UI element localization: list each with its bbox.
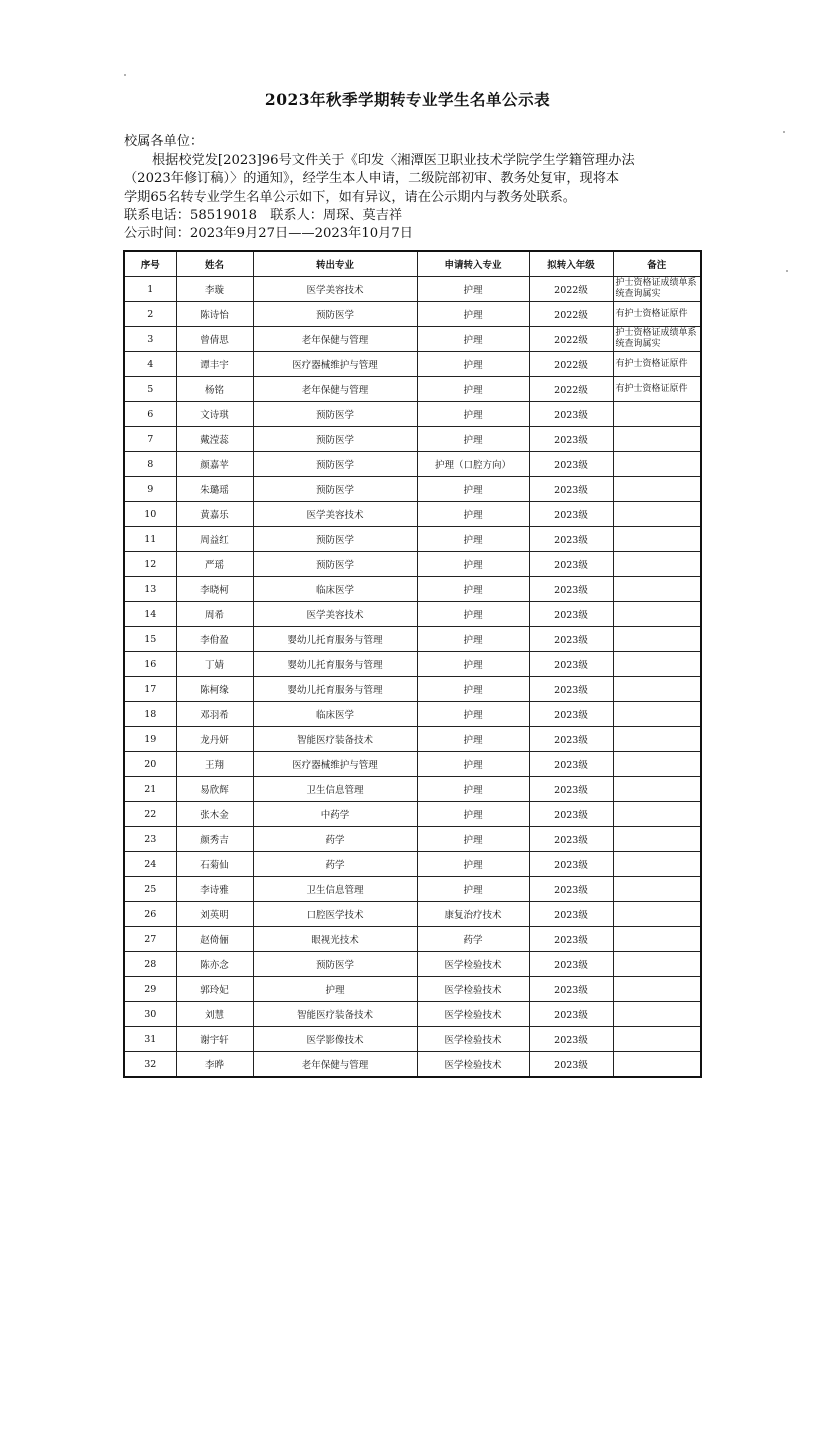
table-row <box>124 752 701 777</box>
table-row <box>124 627 701 652</box>
cell-grade: 2023级 <box>529 702 613 727</box>
cell-grade: 2023级 <box>529 777 613 802</box>
cell-remarks <box>613 902 701 927</box>
cell-remarks <box>613 752 701 777</box>
cell-remarks: 护士资格证成绩单系统查询属实 <box>613 277 701 302</box>
cell-grade: 2023级 <box>529 502 613 527</box>
cell-index: 18 <box>124 702 176 727</box>
cell-name: 黄嘉乐 <box>176 502 253 527</box>
period-line: 公示时间：2023年9月27日——2023年10月7日 <box>124 226 413 241</box>
cell-remarks <box>613 677 701 702</box>
cell-grade: 2023级 <box>529 452 613 477</box>
cell-name: 曾倩思 <box>176 327 253 352</box>
table-row <box>124 877 701 902</box>
cell-remarks <box>613 452 701 477</box>
cell-from-major: 预防医学 <box>253 477 417 502</box>
cell-remarks <box>613 827 701 852</box>
cell-index: 6 <box>124 402 176 427</box>
cell-name: 陈柯缘 <box>176 677 253 702</box>
cell-remarks <box>613 727 701 752</box>
cell-grade: 2023级 <box>529 1027 613 1052</box>
cell-grade: 2023级 <box>529 477 613 502</box>
cell-grade: 2022级 <box>529 352 613 377</box>
cell-from-major: 预防医学 <box>253 952 417 977</box>
cell-grade: 2023级 <box>529 1002 613 1027</box>
cell-grade: 2023级 <box>529 727 613 752</box>
table-row <box>124 1052 701 1078</box>
scan-speck <box>783 131 785 133</box>
cell-index: 32 <box>124 1052 176 1078</box>
cell-to-major: 护理 <box>417 602 529 627</box>
cell-from-major: 药学 <box>253 852 417 877</box>
cell-from-major: 医学美容技术 <box>253 502 417 527</box>
cell-name: 谭丰宇 <box>176 352 253 377</box>
cell-to-major: 医学检验技术 <box>417 1002 529 1027</box>
cell-grade: 2023级 <box>529 977 613 1002</box>
cell-grade: 2022级 <box>529 327 613 352</box>
cell-name: 朱璐瑶 <box>176 477 253 502</box>
cell-to-major: 医学检验技术 <box>417 977 529 1002</box>
cell-index: 23 <box>124 827 176 852</box>
cell-from-major: 婴幼儿托育服务与管理 <box>253 652 417 677</box>
scan-speck <box>124 74 126 76</box>
cell-to-major: 护理（口腔方向） <box>417 452 529 477</box>
cell-to-major: 护理 <box>417 552 529 577</box>
cell-name: 周益红 <box>176 527 253 552</box>
cell-grade: 2023级 <box>529 627 613 652</box>
cell-to-major: 护理 <box>417 402 529 427</box>
cell-to-major: 护理 <box>417 777 529 802</box>
cell-remarks: 有护士资格证原件 <box>613 377 701 402</box>
table-row <box>124 652 701 677</box>
cell-remarks <box>613 577 701 602</box>
cell-grade: 2023级 <box>529 752 613 777</box>
transfer-student-table <box>123 250 702 1078</box>
cell-remarks <box>613 427 701 452</box>
cell-name: 文诗琪 <box>176 402 253 427</box>
table-row <box>124 527 701 552</box>
cell-name: 邓羽希 <box>176 702 253 727</box>
cell-grade: 2023级 <box>529 877 613 902</box>
cell-index: 17 <box>124 677 176 702</box>
cell-name: 李诗雅 <box>176 877 253 902</box>
cell-to-major: 药学 <box>417 927 529 952</box>
cell-name: 李佾盈 <box>176 627 253 652</box>
cell-remarks <box>613 527 701 552</box>
cell-remarks <box>613 402 701 427</box>
cell-index: 25 <box>124 877 176 902</box>
cell-remarks <box>613 1002 701 1027</box>
cell-grade: 2023级 <box>529 827 613 852</box>
cell-to-major: 医学检验技术 <box>417 1027 529 1052</box>
cell-to-major: 护理 <box>417 852 529 877</box>
cell-to-major: 护理 <box>417 702 529 727</box>
cell-name: 赵倚俪 <box>176 927 253 952</box>
cell-remarks <box>613 702 701 727</box>
cell-from-major: 医学美容技术 <box>253 602 417 627</box>
cell-index: 2 <box>124 302 176 327</box>
cell-name: 谢宇轩 <box>176 1027 253 1052</box>
cell-remarks <box>613 602 701 627</box>
cell-remarks <box>613 552 701 577</box>
cell-from-major: 医学美容技术 <box>253 277 417 302</box>
header-to-major: 申请转入专业 <box>417 251 529 277</box>
cell-grade: 2023级 <box>529 427 613 452</box>
cell-grade: 2023级 <box>529 677 613 702</box>
header-from-major: 转出专业 <box>253 251 417 277</box>
cell-grade: 2023级 <box>529 802 613 827</box>
cell-index: 16 <box>124 652 176 677</box>
cell-from-major: 老年保健与管理 <box>253 377 417 402</box>
cell-to-major: 护理 <box>417 302 529 327</box>
cell-index: 28 <box>124 952 176 977</box>
cell-index: 26 <box>124 902 176 927</box>
cell-from-major: 口腔医学技术 <box>253 902 417 927</box>
cell-from-major: 眼视光技术 <box>253 927 417 952</box>
cell-remarks: 护士资格证成绩单系统查询属实 <box>613 327 701 352</box>
cell-to-major: 护理 <box>417 477 529 502</box>
cell-to-major: 护理 <box>417 527 529 552</box>
table-row <box>124 902 701 927</box>
cell-grade: 2023级 <box>529 902 613 927</box>
table-row <box>124 452 701 477</box>
cell-grade: 2023级 <box>529 577 613 602</box>
cell-remarks: 有护士资格证原件 <box>613 352 701 377</box>
cell-name: 王翔 <box>176 752 253 777</box>
table-row <box>124 277 701 302</box>
cell-name: 易欣辉 <box>176 777 253 802</box>
cell-from-major: 老年保健与管理 <box>253 1052 417 1078</box>
cell-name: 刘英明 <box>176 902 253 927</box>
cell-remarks <box>613 927 701 952</box>
table-row <box>124 402 701 427</box>
cell-to-major: 护理 <box>417 577 529 602</box>
header-remarks: 备注 <box>613 251 701 277</box>
cell-remarks <box>613 652 701 677</box>
cell-from-major: 卫生信息管理 <box>253 877 417 902</box>
cell-index: 15 <box>124 627 176 652</box>
cell-remarks <box>613 852 701 877</box>
cell-from-major: 婴幼儿托育服务与管理 <box>253 627 417 652</box>
cell-name: 陈诗怡 <box>176 302 253 327</box>
table-row <box>124 677 701 702</box>
body-line-3: 学期65名转专业学生名单公示如下，如有异议，请在公示期内与教务处联系。 <box>124 190 576 205</box>
cell-index: 3 <box>124 327 176 352</box>
cell-index: 5 <box>124 377 176 402</box>
cell-name: 龙丹妍 <box>176 727 253 752</box>
cell-from-major: 预防医学 <box>253 527 417 552</box>
table-row <box>124 852 701 877</box>
cell-to-major: 医学检验技术 <box>417 1052 529 1078</box>
cell-name: 严瑶 <box>176 552 253 577</box>
contact-line: 联系电话：58519018 联系人：周琛、莫吉祥 <box>124 208 403 223</box>
table-row <box>124 302 701 327</box>
cell-to-major: 护理 <box>417 277 529 302</box>
header-grade: 拟转入年级 <box>529 251 613 277</box>
cell-from-major: 智能医疗装备技术 <box>253 727 417 752</box>
body-line-1: 根据校党发[2023]96号文件关于《印发〈湘潭医卫职业技术学院学生学籍管理办法 <box>152 153 635 168</box>
cell-remarks <box>613 977 701 1002</box>
cell-index: 21 <box>124 777 176 802</box>
cell-index: 10 <box>124 502 176 527</box>
cell-name: 颜嘉苹 <box>176 452 253 477</box>
cell-to-major: 护理 <box>417 502 529 527</box>
cell-name: 郭玲妃 <box>176 977 253 1002</box>
body-line-2: （2023年修订稿）〉的通知》，经学生本人申请，二级院部初审、教务处复审，现将本 <box>124 171 620 186</box>
cell-from-major: 预防医学 <box>253 427 417 452</box>
table-row <box>124 352 701 377</box>
cell-name: 石菊仙 <box>176 852 253 877</box>
cell-to-major: 护理 <box>417 652 529 677</box>
cell-to-major: 护理 <box>417 427 529 452</box>
table-row <box>124 927 701 952</box>
table-row <box>124 577 701 602</box>
cell-remarks <box>613 502 701 527</box>
cell-name: 丁婧 <box>176 652 253 677</box>
table-row <box>124 827 701 852</box>
cell-to-major: 护理 <box>417 827 529 852</box>
cell-index: 31 <box>124 1027 176 1052</box>
cell-from-major: 预防医学 <box>253 302 417 327</box>
cell-name: 陈亦念 <box>176 952 253 977</box>
cell-from-major: 医疗器械维护与管理 <box>253 352 417 377</box>
table-row <box>124 602 701 627</box>
cell-from-major: 婴幼儿托育服务与管理 <box>253 677 417 702</box>
cell-name: 颜秀吉 <box>176 827 253 852</box>
cell-grade: 2022级 <box>529 302 613 327</box>
table-row <box>124 327 701 352</box>
cell-grade: 2023级 <box>529 402 613 427</box>
scan-speck <box>786 270 788 272</box>
cell-grade: 2023级 <box>529 552 613 577</box>
cell-index: 27 <box>124 927 176 952</box>
cell-grade: 2022级 <box>529 377 613 402</box>
cell-index: 20 <box>124 752 176 777</box>
cell-remarks <box>613 477 701 502</box>
cell-remarks <box>613 1052 701 1078</box>
table-row <box>124 977 701 1002</box>
cell-grade: 2023级 <box>529 952 613 977</box>
table-row <box>124 502 701 527</box>
cell-from-major: 预防医学 <box>253 402 417 427</box>
cell-to-major: 护理 <box>417 727 529 752</box>
cell-index: 24 <box>124 852 176 877</box>
cell-to-major: 护理 <box>417 327 529 352</box>
cell-index: 29 <box>124 977 176 1002</box>
cell-grade: 2023级 <box>529 1052 613 1078</box>
table-body <box>124 277 701 1078</box>
cell-from-major: 药学 <box>253 827 417 852</box>
cell-name: 李璇 <box>176 277 253 302</box>
cell-grade: 2022级 <box>529 277 613 302</box>
cell-from-major: 医疗器械维护与管理 <box>253 752 417 777</box>
table-row <box>124 777 701 802</box>
cell-index: 13 <box>124 577 176 602</box>
table-row <box>124 802 701 827</box>
cell-name: 刘慧 <box>176 1002 253 1027</box>
cell-to-major: 护理 <box>417 677 529 702</box>
cell-name: 戴滢蕊 <box>176 427 253 452</box>
cell-grade: 2023级 <box>529 652 613 677</box>
cell-from-major: 老年保健与管理 <box>253 327 417 352</box>
cell-index: 19 <box>124 727 176 752</box>
cell-remarks <box>613 877 701 902</box>
cell-name: 李晔 <box>176 1052 253 1078</box>
cell-index: 1 <box>124 277 176 302</box>
document-title: 2023年秋季学期转专业学生名单公示表 <box>264 90 551 109</box>
cell-to-major: 护理 <box>417 802 529 827</box>
header-name: 姓名 <box>176 251 253 277</box>
cell-to-major: 康复治疗技术 <box>417 902 529 927</box>
cell-remarks <box>613 802 701 827</box>
cell-index: 12 <box>124 552 176 577</box>
cell-from-major: 中药学 <box>253 802 417 827</box>
cell-from-major: 预防医学 <box>253 452 417 477</box>
table-row <box>124 1027 701 1052</box>
cell-index: 7 <box>124 427 176 452</box>
cell-index: 30 <box>124 1002 176 1027</box>
table-row <box>124 952 701 977</box>
cell-grade: 2023级 <box>529 927 613 952</box>
table-row <box>124 552 701 577</box>
cell-name: 杨铭 <box>176 377 253 402</box>
cell-from-major: 临床医学 <box>253 577 417 602</box>
cell-grade: 2023级 <box>529 852 613 877</box>
cell-to-major: 护理 <box>417 352 529 377</box>
cell-from-major: 卫生信息管理 <box>253 777 417 802</box>
cell-name: 张木金 <box>176 802 253 827</box>
cell-remarks <box>613 1027 701 1052</box>
table-row <box>124 477 701 502</box>
cell-remarks <box>613 777 701 802</box>
table-row <box>124 702 701 727</box>
cell-from-major: 护理 <box>253 977 417 1002</box>
cell-index: 4 <box>124 352 176 377</box>
cell-from-major: 预防医学 <box>253 552 417 577</box>
cell-name: 李晓柯 <box>176 577 253 602</box>
cell-to-major: 护理 <box>417 377 529 402</box>
table-row <box>124 427 701 452</box>
cell-remarks <box>613 952 701 977</box>
cell-grade: 2023级 <box>529 527 613 552</box>
table-row <box>124 727 701 752</box>
cell-index: 22 <box>124 802 176 827</box>
cell-to-major: 护理 <box>417 877 529 902</box>
cell-to-major: 护理 <box>417 752 529 777</box>
table-row <box>124 1002 701 1027</box>
header-index: 序号 <box>124 251 176 277</box>
cell-name: 周希 <box>176 602 253 627</box>
cell-remarks <box>613 627 701 652</box>
cell-from-major: 医学影像技术 <box>253 1027 417 1052</box>
cell-remarks: 有护士资格证原件 <box>613 302 701 327</box>
table-header-row <box>124 251 701 277</box>
cell-index: 14 <box>124 602 176 627</box>
cell-to-major: 护理 <box>417 627 529 652</box>
cell-index: 11 <box>124 527 176 552</box>
cell-from-major: 智能医疗装备技术 <box>253 1002 417 1027</box>
cell-from-major: 临床医学 <box>253 702 417 727</box>
cell-grade: 2023级 <box>529 602 613 627</box>
table-row <box>124 377 701 402</box>
cell-to-major: 医学检验技术 <box>417 952 529 977</box>
addressee: 校属各单位： <box>124 134 204 149</box>
cell-index: 9 <box>124 477 176 502</box>
cell-index: 8 <box>124 452 176 477</box>
